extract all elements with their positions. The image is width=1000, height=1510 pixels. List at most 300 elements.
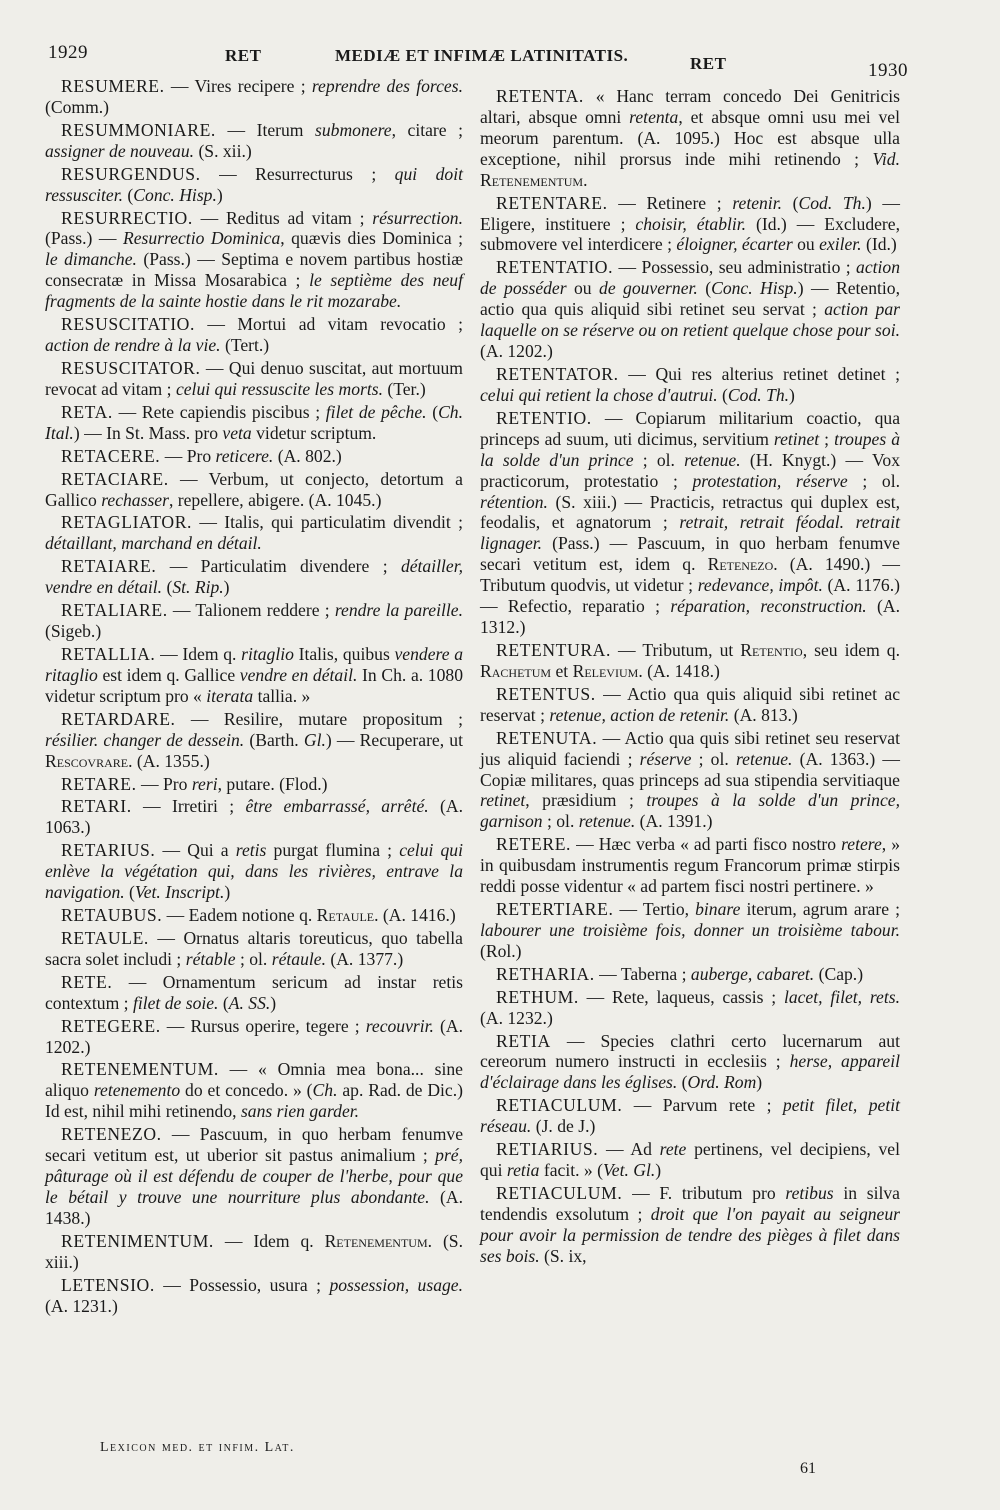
entry-text: (A. 1176.) — Refectio, reparatio ; <box>480 575 900 617</box>
entry-italic-text: auberge, cabaret. <box>690 963 815 984</box>
entry-italic-text: retenue. <box>578 811 636 832</box>
entry-crossref: Retenementum <box>324 1230 428 1251</box>
entry-text: (A. 1438.) <box>45 1187 463 1228</box>
entry-italic-text: détailler, vendre en détail. <box>45 556 463 598</box>
dictionary-entry <box>480 364 900 406</box>
entry-text: — Particulatim divendere ; <box>156 556 401 577</box>
entry-headword: LETENSIO. <box>61 1274 155 1295</box>
entry-text: (A. 1363.) — Copiæ militares, quas princeps ad sua stipendia servitiaque <box>480 748 900 790</box>
entry-italic-text: Conc. Hisp. <box>711 278 798 299</box>
entry-italic-text: celui qui ressuscite les morts. <box>175 378 383 399</box>
entry-headword: RETARE. <box>61 773 137 794</box>
entry-text: — « Omnia mea bona... sine aliquo <box>45 1059 463 1101</box>
entry-headword: RETIACULUM. <box>496 1183 623 1204</box>
entry-headword: RETA. <box>61 401 113 422</box>
dictionary-entry <box>480 834 900 897</box>
entry-headword: RETACIARE. <box>61 468 169 489</box>
entry-text: , citare ; <box>391 119 463 140</box>
entry-text: — Possessio, usura ; <box>154 1274 330 1295</box>
entry-headword: RETARIUS. <box>61 840 156 861</box>
entry-text: ( <box>677 1072 688 1093</box>
entry-text: — Qui a <box>155 840 236 861</box>
entry-italic-text: retinet <box>773 428 820 449</box>
entry-text: ) — Recuperare, ut <box>325 729 463 750</box>
entry-italic-text: droit que l'on payait au seigneur pour avoir la permission de tendre des pièges à filet dans ses bois. <box>480 1203 900 1266</box>
entry-text: do et concedo. » ( <box>180 1080 313 1101</box>
dictionary-entry <box>45 164 463 206</box>
dictionary-entry <box>45 928 463 970</box>
entry-text: (J. de J.) <box>531 1116 596 1137</box>
entry-text: — Pro <box>160 445 216 466</box>
dictionary-entry <box>45 840 463 903</box>
dictionary-entry <box>45 1231 463 1273</box>
dictionary-entry <box>45 644 463 707</box>
entry-headword: RETIA <box>496 1030 551 1051</box>
entry-italic-text: vendere a ritaglio <box>45 643 463 685</box>
dictionary-entry <box>480 728 900 833</box>
entry-text: (S. xiii.) — Practicis, retractus qui duplex est, feodalis, et agnatorum ; <box>480 491 900 533</box>
entry-text: tallia. » <box>253 685 311 706</box>
entry-italic-text: le septième des neuf fragments de la sainte hostie dans le rit mozarabe. <box>45 270 463 312</box>
entry-italic-text: retenue. <box>735 748 793 769</box>
dictionary-entry <box>480 257 900 362</box>
page-number-right: 1930 <box>868 60 908 81</box>
entry-text: ) <box>224 882 231 903</box>
dictionary-entry <box>45 469 463 511</box>
entry-italic-text: action par laquelle on se réserve ou on retient quelque chose pour soi. <box>480 299 900 341</box>
entry-headword: RETENTARE. <box>496 192 608 213</box>
entry-text: (Ter.) <box>382 378 426 399</box>
entry-italic-text: retinet <box>480 790 526 811</box>
entry-text: In Ch. a. 1080 videtur scriptum pro « <box>45 664 463 706</box>
entry-headword: RETAGLIATOR. <box>61 512 193 533</box>
entry-text: ) <box>655 1160 662 1181</box>
entry-italic-text: Ch. Ital. <box>45 401 463 443</box>
entry-italic-text: action de posséder <box>480 257 900 299</box>
entry-text: (Rol.) <box>480 940 522 961</box>
entry-text: . <box>583 169 588 190</box>
entry-headword: RETARI. <box>61 796 132 817</box>
entry-headword: RETENIMENTUM. <box>61 1230 214 1251</box>
entry-italic-text: réserve <box>639 748 692 769</box>
entry-text: Italis, quibus <box>293 643 395 664</box>
entry-text: ; ol. <box>542 811 579 832</box>
entry-headword: RETENTIO. <box>496 407 592 428</box>
entry-headword: RETENTATIO. <box>496 257 614 278</box>
entry-italic-text: Resurrectio Dominica <box>122 228 281 249</box>
entry-italic-text: rete <box>659 1139 687 1160</box>
entry-text: — Resilire, mutare propositum ; <box>175 708 463 729</box>
entry-text: ) <box>216 184 223 205</box>
entry-text: — F. tributum pro <box>622 1183 786 1204</box>
entry-italic-text: retenta <box>629 106 679 127</box>
entry-text: facit. » ( <box>539 1160 603 1181</box>
entry-italic-text: Gl. <box>303 729 326 750</box>
entry-italic-text: retenue. <box>684 449 741 470</box>
dictionary-entry <box>45 314 463 356</box>
entry-text: et <box>551 660 573 681</box>
entry-text: (Barth. <box>244 729 304 750</box>
dictionary-entry <box>480 86 900 191</box>
entry-text: (A. 1202.) <box>45 1015 463 1057</box>
entry-headword: RETENTA. <box>496 86 584 106</box>
entry-italic-text: être embarrassé, arrêté. <box>245 796 429 817</box>
entry-text: , quævis dies Dominica ; <box>280 228 464 249</box>
entry-italic-text: iterata <box>206 685 254 706</box>
entry-italic-text: retere <box>841 834 882 855</box>
entry-crossref: Retenementum <box>480 169 584 190</box>
entry-italic-text: retrait, retrait féodal. retrait lignager. <box>480 512 900 554</box>
entry-italic-text: le dimanche. <box>45 249 137 270</box>
entry-italic-text: filet de soie. <box>132 992 219 1013</box>
entry-italic-text: assigner de nouveau. <box>45 140 195 161</box>
entry-text: ( <box>697 278 712 299</box>
entry-italic-text: sans rien garder. <box>240 1101 360 1122</box>
entry-italic-text: Vid. <box>872 148 900 169</box>
entry-text: (A. 1063.) <box>45 796 463 838</box>
entry-text: — Resurrecturus ; <box>200 163 395 184</box>
entry-headword: RETAUBUS. <box>61 905 163 926</box>
entry-crossref: Rescovrare <box>45 750 129 771</box>
entry-italic-text: reticere. <box>215 445 274 466</box>
entry-italic-text: troupes à la solde d'un prince <box>480 428 901 470</box>
entry-text: — Hæc verba « ad parti fisco nostro <box>571 834 842 855</box>
entry-text: (A. 813.) <box>729 704 798 725</box>
entry-text: ) — In St. Mass. pro <box>73 422 223 443</box>
entry-text: ou <box>566 278 600 299</box>
dictionary-entry <box>45 76 463 118</box>
entry-crossref: Rachetum <box>480 660 552 681</box>
entry-italic-text: Cod. Th. <box>727 384 790 405</box>
entry-text: iterum, agrum arare ; <box>740 899 900 920</box>
entry-italic-text: protestation, réserve <box>692 470 848 491</box>
entry-text: (Id.) — Excludere, submovere vel interdicere ; <box>480 213 900 255</box>
entry-text: (Sigeb.) <box>45 621 102 642</box>
running-headword-left: RET <box>225 46 262 65</box>
entry-text: — Retinere ; <box>607 192 733 213</box>
entry-italic-text: Conc. Hisp. <box>133 184 217 205</box>
entry-text: ; ol. <box>691 748 736 769</box>
entry-text: — Parvum rete ; <box>622 1095 783 1116</box>
entry-italic-text: résurrection. <box>372 207 463 228</box>
entry-italic-text: de gouverner. <box>599 278 698 299</box>
entry-text: ; ol. <box>847 470 900 491</box>
entry-headword: RESUSCITATIO. <box>61 314 195 335</box>
entry-italic-text: reri <box>191 773 218 794</box>
left-column <box>45 76 463 1319</box>
entry-italic-text: Vet. Gl. <box>602 1160 656 1181</box>
entry-italic-text: rétable <box>185 948 236 969</box>
entry-italic-text: exiler. <box>819 234 862 255</box>
entry-text: . (A. 1355.) <box>128 750 210 771</box>
dictionary-entry <box>480 1095 900 1137</box>
entry-text: — Mortui ad vitam revocatio ; <box>194 314 463 335</box>
dictionary-entry <box>480 193 900 256</box>
entry-text: (S. xii.) <box>194 140 252 161</box>
entry-text: — Reditus ad vitam ; <box>192 207 373 228</box>
entry-text: , » in quibusdam instrumentis regum Francorum primæ stirpis reddi posse videntur « ad partem fisci nostri pertinere. » <box>480 834 901 897</box>
entry-text: ; ol. <box>633 449 685 470</box>
entry-italic-text: reprendre des forces. <box>311 76 463 96</box>
dictionary-entry <box>480 1183 900 1267</box>
dictionary-entry <box>45 446 463 467</box>
entry-text: ( <box>124 882 135 903</box>
entry-text: ( <box>162 577 173 598</box>
entry-italic-text: réparation, reconstruction. <box>670 596 867 617</box>
entry-text: ( <box>426 401 439 422</box>
entry-text: (A. 1377.) <box>325 948 404 969</box>
entry-text: . (A. 1490.) — Tributum quodvis, ut videtur ; <box>480 554 900 596</box>
dictionary-entry <box>45 1059 463 1122</box>
entry-headword: RESURGENDUS. <box>61 163 201 184</box>
dictionary-entry <box>45 556 463 598</box>
entry-italic-text: celui qui retient la chose d'autrui. <box>480 384 718 405</box>
entry-headword: RESUMMONIARE. <box>61 119 216 140</box>
entry-italic-text: rendre la pareille. <box>334 600 463 621</box>
entry-text: ( <box>123 184 134 205</box>
entry-italic-text: retia <box>506 1160 540 1181</box>
entry-text: — Eadem notione q. <box>162 905 317 926</box>
entry-text: ; ol. <box>235 948 272 969</box>
entry-text: ) <box>789 384 795 405</box>
entry-text: — Tertio, <box>613 899 696 920</box>
entry-italic-text: choisir, établir. <box>635 213 747 234</box>
entry-text: (A. 1231.) <box>45 1295 118 1316</box>
entry-headword: RETACERE. <box>61 445 161 466</box>
entry-headword: RETIACULUM. <box>496 1095 623 1116</box>
entry-text: in silva tendendis exsolutum ; <box>480 1183 900 1224</box>
entry-text: (Pass.) — Septima e novem partibus hostiæ consecratæ in Missa Mosarabica ; <box>45 249 463 291</box>
entry-italic-text: retibus <box>785 1183 834 1204</box>
entry-headword: RETERE. <box>496 834 572 855</box>
entry-italic-text: possession, usage. <box>329 1274 463 1295</box>
dictionary-entry <box>480 899 900 962</box>
entry-text: videtur scriptum. <box>251 422 377 443</box>
entry-italic-text: A. SS. <box>228 992 271 1013</box>
entry-crossref: Retenezo <box>707 554 774 575</box>
entry-text: . (A. 1418.) <box>638 660 720 681</box>
dictionary-entry <box>45 709 463 772</box>
page-footer <box>100 1440 860 1480</box>
entry-headword: RETENTUS. <box>496 683 596 704</box>
entry-italic-text: ritaglio <box>241 643 294 664</box>
dictionary-entry <box>45 208 463 313</box>
entry-text: — Qui res alterius retinet detinet ; <box>618 363 900 384</box>
entry-text: — Rursus operire, tegere ; <box>160 1015 366 1036</box>
entry-text: (A. 1391.) <box>635 811 713 832</box>
entry-text: (Pass.) — <box>45 228 123 249</box>
entry-italic-text: recouvrir. <box>365 1015 434 1036</box>
entry-italic-text: retis <box>235 840 267 861</box>
entry-text: — Irretiri ; <box>131 796 246 817</box>
entry-italic-text: détaillant, marchand en détail. <box>45 533 262 554</box>
entry-italic-text: résilier. changer de dessein. <box>45 729 245 750</box>
entry-text: (Pass.) — Pascuum, in quo herbam fenumve secari vetitum est, idem q. <box>480 533 900 575</box>
dictionary-entry <box>45 905 463 926</box>
entry-text: — Pascuum, in quo herbam fenumve secari vetitum est, ut uberior sit pastus animalium ; <box>45 1124 463 1166</box>
entry-text: — Possessio, seu administratio ; <box>613 257 857 278</box>
signature-number: 61 <box>800 1460 816 1477</box>
entry-headword: RETHUM. <box>496 986 579 1007</box>
entry-italic-text: St. Rip. <box>172 577 224 598</box>
entry-text: — Copiarum militarium coactio, qua princeps ad suum, uti dicimus, servitium <box>480 407 900 449</box>
entry-text: — Ornatus altaris toreuticus, quo tabella sacra solet includi ; <box>45 927 463 969</box>
entry-italic-text: qui doit ressusciter. <box>45 163 463 205</box>
entry-text: (Comm.) <box>45 96 110 117</box>
entry-text: — Rete, laqueus, cassis ; <box>578 986 784 1007</box>
entry-text: purgat flumina ; <box>266 840 400 861</box>
entry-text: — Verbum, ut conjecto, detortum a Gallico <box>45 468 463 510</box>
entry-text: — Iterum <box>215 119 316 140</box>
entry-text: (Id.) <box>861 234 897 255</box>
entry-headword: RETALLIA. <box>61 643 156 664</box>
entry-italic-text: rétaule. <box>271 948 326 969</box>
entry-text: pertinens, vel decipiens, vel qui <box>480 1139 900 1181</box>
entry-text: ) — Eligere, instituere ; <box>480 192 900 234</box>
entry-italic-text: pré, pâturage où il est défendu de couper de l'herbe, pour que le bétail y trouve une nourriture plus abondante. <box>45 1145 463 1208</box>
entry-crossref: Retentio <box>740 639 803 660</box>
entry-text: ou <box>792 234 820 255</box>
entry-text: , et absque omni usu mei vel meorum parentum. (A. 1095.) Hoc est absque ulla exceptione, nihil prorsus inde mihi retinendo ; <box>480 106 900 169</box>
entry-headword: RETE. <box>61 971 113 992</box>
entry-italic-text: lacet, filet, rets. <box>783 986 900 1007</box>
dictionary-entry <box>45 512 463 554</box>
entry-italic-text: rechasser <box>101 489 169 510</box>
entry-text: — Italis, qui particulatim divendit ; <box>192 512 463 533</box>
dictionary-entry <box>480 408 900 638</box>
entry-text: , putare. (Flod.) <box>217 773 328 794</box>
entry-text: (H. Knygt.) — Vox practicorum, protestatio ; <box>480 449 900 491</box>
entry-headword: RETENTURA. <box>496 639 611 660</box>
entry-text: — Ad <box>598 1139 660 1160</box>
entry-text: — Tributum, ut <box>610 639 741 660</box>
entry-italic-text: retenemento <box>93 1080 181 1101</box>
entry-italic-text: action de rendre à la vie. <box>45 335 221 356</box>
dictionary-entry <box>480 1139 900 1181</box>
entry-headword: RETARDARE. <box>61 708 176 729</box>
entry-italic-text: redevance, impôt. <box>697 575 823 596</box>
entry-text: — Actio qua quis sibi retinet seu reservat jus aliquid faciendi ; <box>480 727 900 769</box>
entry-text: — Rete capiendis piscibus ; <box>112 401 326 422</box>
dictionary-entry <box>480 640 900 682</box>
entry-headword: RETENEMENTUM. <box>61 1059 219 1080</box>
entry-text: — Talionem reddere ; <box>167 600 335 621</box>
dictionary-entry <box>45 1016 463 1058</box>
dictionary-entry <box>45 358 463 400</box>
entry-headword: RETENEZO. <box>61 1124 162 1145</box>
dictionary-entry <box>480 684 900 726</box>
entry-text: — Actio qua quis aliquid sibi retinet ac reservat ; <box>480 683 900 725</box>
dictionary-entry <box>480 964 900 985</box>
entry-headword: RESURRECTIO. <box>61 207 193 228</box>
entry-text: est idem q. Gallice <box>97 664 240 685</box>
entry-italic-text: Ord. Rom <box>687 1072 757 1093</box>
entry-text: (Tert.) <box>220 335 270 356</box>
entry-headword: RETEGERE. <box>61 1015 161 1036</box>
entry-text: . (S. xiii.) <box>45 1230 463 1272</box>
running-title: MEDIÆ ET INFIMÆ LATINITATIS. <box>335 46 629 65</box>
entry-italic-text: Vet. Inscript. <box>134 882 225 903</box>
entry-headword: RETAULE. <box>61 927 149 948</box>
entry-headword: RESUMERE. <box>61 76 165 96</box>
entry-text: (A. 1202.) <box>480 341 553 362</box>
dictionary-entry <box>45 972 463 1014</box>
dictionary-entry <box>45 774 463 795</box>
entry-italic-text: celui qui enlève la végétation qui, dans les rivières, entrave la navigation. <box>45 840 463 903</box>
entry-text: ( <box>782 192 799 213</box>
entry-italic-text: submonere <box>315 119 392 140</box>
entry-text: — Qui denuo suscitat, aut mortuum revocat ad vitam ; <box>45 357 463 399</box>
entry-text: . (A. 1416.) <box>374 905 456 926</box>
entry-text: ) <box>270 992 277 1013</box>
dictionary-entry <box>45 600 463 642</box>
entry-text: — Ornamentum sericum ad instar retis contextum ; <box>45 971 463 1013</box>
entry-text: (A. 1232.) <box>480 1007 553 1028</box>
entry-italic-text: retenir. <box>732 192 782 213</box>
entry-italic-text: filet de pêche. <box>325 401 427 422</box>
entry-italic-text: Cod. Th. <box>798 192 866 213</box>
entry-headword: RETERTIARE. <box>496 899 614 920</box>
entry-text: — Vires recipere ; <box>164 76 312 96</box>
dictionary-entry <box>480 1031 900 1094</box>
running-headword-right: RET <box>690 54 727 73</box>
entry-headword: RETENUTA. <box>496 727 598 748</box>
dictionary-entry <box>480 987 900 1029</box>
entry-headword: RETHARIA. <box>496 963 595 984</box>
entry-italic-text: éloigner, écarter <box>676 234 793 255</box>
dictionary-entry <box>45 796 463 838</box>
entry-text: — Taberna ; <box>594 963 691 984</box>
entry-headword: RETENTATOR. <box>496 363 619 384</box>
entry-text: (Cap.) <box>814 963 864 984</box>
entry-text: ) <box>756 1072 763 1093</box>
entry-text: — Species clathri certo lucernarum aut cereorum numero instructi in ecclesiis ; <box>480 1030 900 1072</box>
entry-italic-text: petit filet, petit réseau. <box>480 1095 900 1137</box>
entry-headword: RETAIARE. <box>61 556 157 577</box>
entry-italic-text: Ch. <box>312 1080 338 1101</box>
entry-text: — Pro <box>136 773 192 794</box>
entry-italic-text: herse, appareil d'éclairage dans les églises. <box>480 1051 900 1093</box>
dictionary-entry <box>45 120 463 162</box>
entry-italic-text: labourer une troisième fois, donner un troisième tabour. <box>480 919 900 940</box>
entry-text: ) <box>223 577 230 598</box>
entry-text: ( <box>717 384 728 405</box>
entry-text: ) — Retentio, actio qua quis aliquid sibi retinet seu servat ; <box>480 278 900 320</box>
entry-italic-text: troupes à la solde d'un prince, garnison <box>480 790 900 832</box>
entry-text: — Idem q. <box>155 643 242 664</box>
entry-text: , seu idem q. <box>802 639 900 660</box>
right-column <box>480 86 900 1269</box>
entry-italic-text: veta <box>222 422 252 443</box>
dictionary-entry <box>45 402 463 444</box>
entry-italic-text: rétention. <box>480 491 548 512</box>
entry-headword: RETALIARE. <box>61 600 168 621</box>
entry-text: (A. 802.) <box>273 445 342 466</box>
entry-text: (A. 1312.) <box>480 596 900 638</box>
entry-headword: RESUSCITATOR. <box>61 357 201 378</box>
entry-crossref: Relevium <box>572 660 639 681</box>
entry-italic-text: retenue, action de retenir. <box>549 704 730 725</box>
entry-italic-text: vendre en détail. <box>239 664 358 685</box>
entry-text: , repellere, abigere. (A. 1045.) <box>168 489 382 510</box>
entry-text: ap. Rad. de Dic.) Id est, nihil mihi retinendo, <box>45 1080 463 1122</box>
entry-text: « Hanc terram concedo Dei Genitricis altari, absque omni <box>480 86 900 127</box>
entry-italic-text: binare <box>695 899 741 920</box>
entry-text: — Idem q. <box>213 1230 325 1251</box>
entry-text: ; <box>819 428 835 449</box>
entry-text: , præsidium ; <box>525 790 647 811</box>
entry-crossref: Retaule <box>316 905 375 926</box>
